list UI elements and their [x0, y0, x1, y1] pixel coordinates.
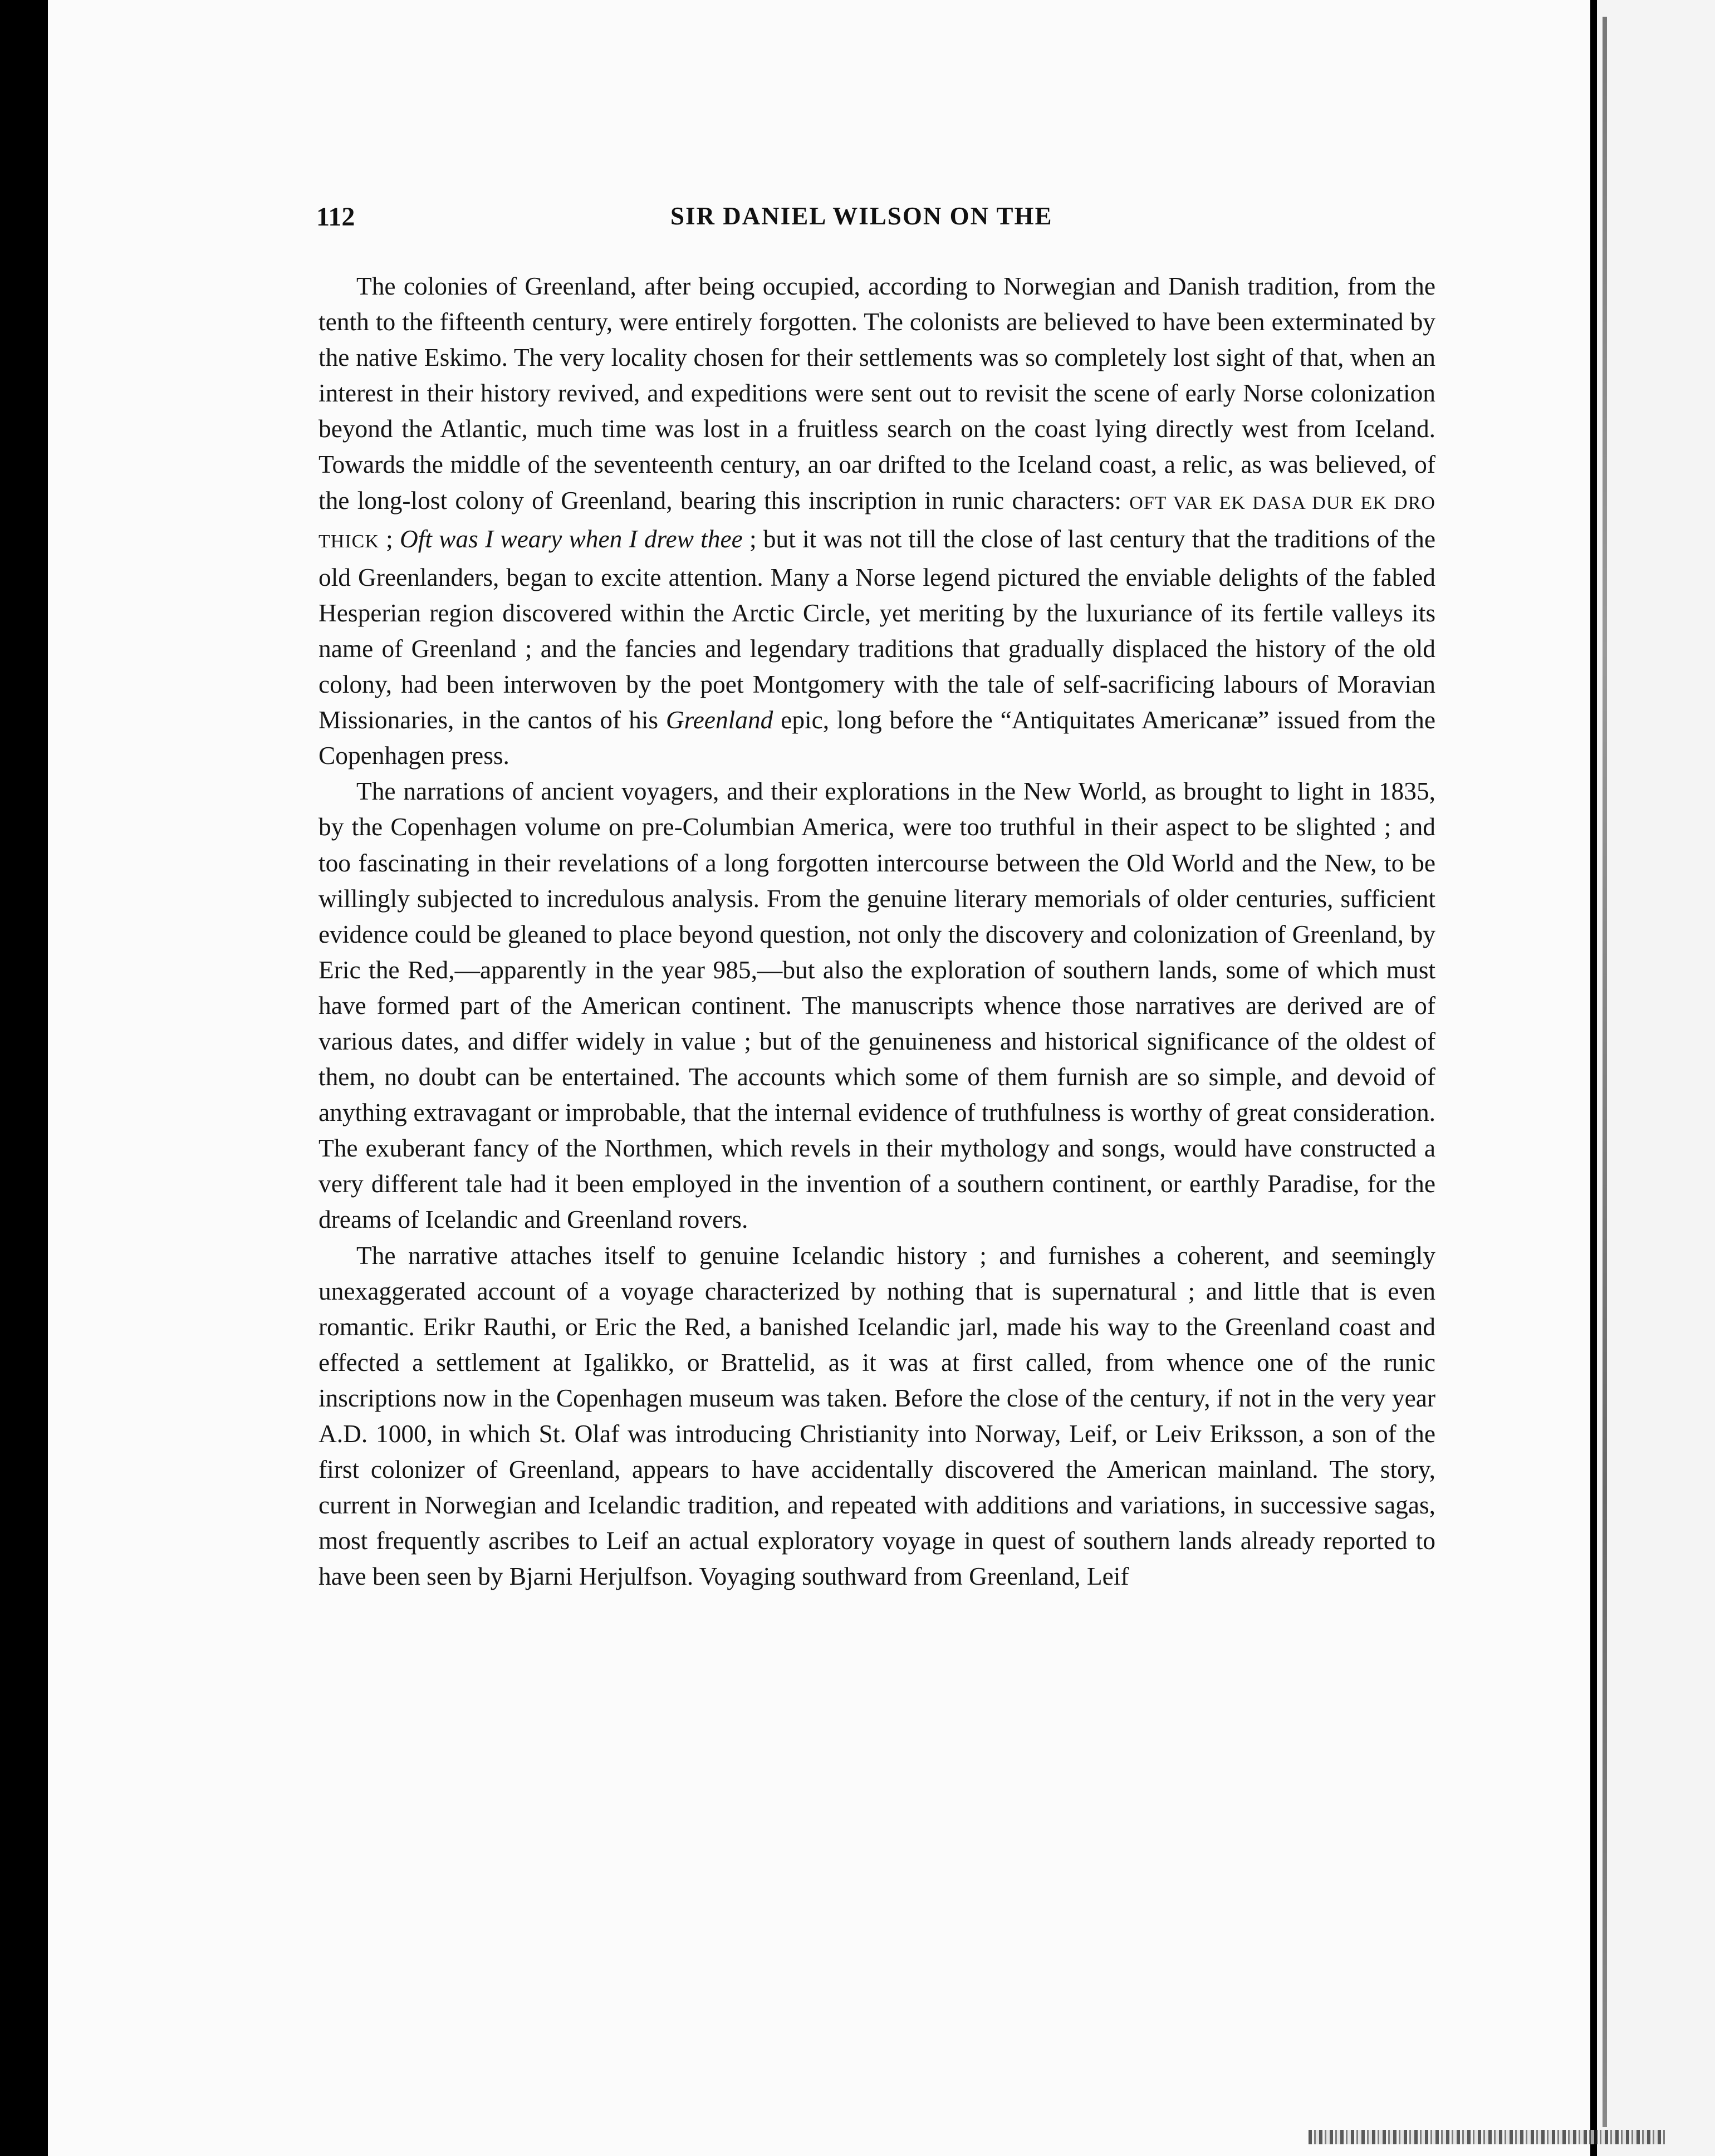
paragraph-text: The narrations of ancient voyagers, and their explorations in the New World, as brought to light in 1835, by the Copenhagen volume on pre-Columbian America, were too truthful in their aspect to be slighted ; and too fascinating in their revelations of a long forgotten intercourse between the Old World and the New, to be willingly subjected to incredulous analysis. From the genuine literary memorials of older centuries, sufficient evidence could be gleaned to place beyond question, not only the discovery and colonization of Greenland, by Eric the Red,—apparently in the year 985,—but also the exploration of southern lands, some of which must have formed part of the American continent. The manuscripts whence those narratives are derived are of various dates, and differ widely in value ; but of the genuineness and historical significance of the oldest of them, no doubt can be entertained. The accounts which some of them furnish are so simple, and devoid of anything extravagant or improbable, that the internal evidence of truthfulness is worthy of great consideration. The exuberant fancy of the Northmen, which revels in their mythology and songs, would have constructed a very different tale had it been employed in the invention of a southern continent, or earthly Paradise, for the dreams of Icelandic and Greenland rovers. [318, 777, 1435, 1234]
runic-inscription: OFT VAR EK DASA DUR EK DRO THICK [318, 492, 1435, 552]
paragraph [318, 268, 1435, 773]
paragraph-text: epic, long before the “Antiquitates Americanæ” issued from the Copenhagen press. [318, 706, 1435, 770]
body-text [318, 268, 1435, 1594]
paragraph-text: ; but it was not till the close of last century that the traditions of the old Greenlanders, began to excite attention. Many a Norse legend pictured the enviable delights of the fabled Hesperian region discovered within the Arctic Circle, yet meriting by the luxuriance of its fertile valleys its name of Greenland ; and the fancies and legendary traditions that gradually displaced the history of the old colony, had been interwoven by the poet Montgomery with the tale of self-sacrificing labours of Moravian Missionaries, in the cantos of his [318, 525, 1435, 734]
scan-artifact [1309, 2130, 1665, 2144]
paragraph-text: The colonies of Greenland, after being occupied, according to Norwegian and Danish tradition, from the tenth to the fifteenth century, were entirely forgotten. The colonists are believed to have been exterminated by the native Eskimo. The very locality chosen for their settlements was so completely lost sight of that, when an interest in their history revived, and expeditions were sent out to revisit the scene of early Norse colonization beyond the Atlantic, much time was lost in a fruitless search on the coast lying directly west from Iceland. Towards the middle of the seventeenth century, an oar drifted to the Iceland coast, a relic, as was believed, of the long-lost colony of Greenland, bearing this inscription in runic characters: [318, 272, 1435, 514]
page-gutter-shadow [1603, 17, 1607, 2127]
adjacent-page-edge [1597, 0, 1715, 2156]
italic-text: Greenland [665, 706, 773, 734]
paragraph-text: The narrative attaches itself to genuine Icelandic history ; and furnishes a coherent, and seemingly unexaggerated account of a voyage characterized by nothing that is supernatural ; and little that is even romantic. Erikr Rauthi, or Eric the Red, a banished Icelandic jarl, made his way to the Greenland coast and effected a settlement at Igalikko, or Brattelid, as it was at first called, from whence one of the runic inscriptions now in the Copenhagen museum was taken. Before the close of the century, if not in the very year A.D. 1000, in which St. Olaf was introducing Christianity into Norway, Leif, or Leiv Eriksson, a son of the first colonizer of Greenland, appears to have accidentally discovered the American mainland. The story, current in Norwegian and Icelandic tradition, and repeated with additions and variations, in successive sagas, most frequently ascribes to Leif an actual exploratory voyage in quest of southern lands already reported to have been seen by Bjarni Herjulfson. Voyaging southward from Greenland, Leif [318, 1241, 1435, 1591]
paragraph [318, 773, 1435, 1237]
italic-text: Oft was I weary when I drew thee [399, 525, 743, 553]
page-number: 112 [316, 202, 355, 232]
paragraph-text: ; [379, 525, 400, 553]
running-title: SIR DANIEL WILSON ON THE [670, 202, 1053, 230]
paragraph [318, 1238, 1435, 1595]
